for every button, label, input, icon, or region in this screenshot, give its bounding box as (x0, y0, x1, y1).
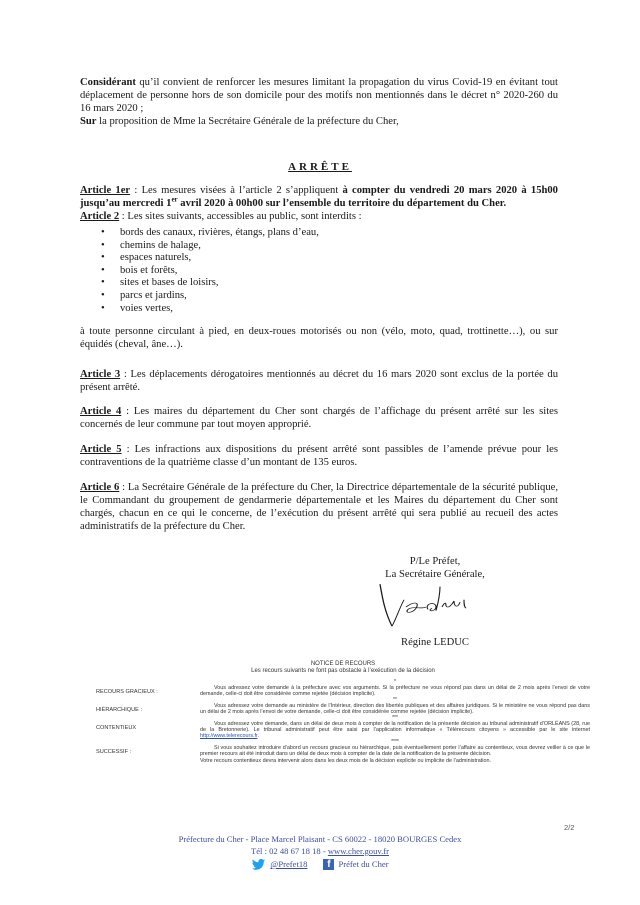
twitter-link[interactable]: @Prefet18 (270, 859, 308, 869)
site-text: bords des canaux, rivières, étangs, plans d’eau, (120, 227, 319, 238)
article-6 (80, 481, 558, 533)
signatory-name: Régine LEDUC (401, 637, 469, 648)
notice-section (96, 661, 590, 764)
article-3-label: Article 3 (80, 369, 121, 380)
footer-phone: Tél : 02 48 67 18 18 - (250, 846, 328, 856)
notice-subtitle: Les recours suivants ne font pas obstacle à l’exécution de la décision (251, 668, 435, 674)
article-4-label: Article 4 (80, 406, 122, 417)
considerant-paragraph (80, 76, 558, 128)
article-2-label: Article 2 (80, 211, 120, 222)
successif-text (200, 745, 590, 764)
signature-block (340, 555, 530, 581)
telerecours-link[interactable]: http://www.telerecours.fr (200, 733, 258, 740)
handwritten-signature (370, 583, 480, 631)
hierarchique-label: HIÉRARCHIQUE : (96, 706, 142, 713)
sur-text: la proposition de Mme la Secrétaire Générale de la préfecture du Cher, (96, 116, 399, 127)
recours-gracieux-label: RECOURS GRACIEUX : (96, 689, 158, 695)
article-3 (80, 368, 558, 394)
contentieux-label: CONTENTIEUX (96, 724, 137, 731)
article-1-sup: er (171, 195, 178, 204)
notice-text: . (257, 733, 260, 740)
footer-address: Préfecture du Cher - Place Marcel Plaisant - CS 60022 - 18020 BOURGES Cedex (178, 834, 462, 844)
hierarchique-text (200, 703, 590, 716)
list-item (80, 290, 319, 303)
prohibited-sites-list (80, 227, 319, 315)
recours-gracieux-text (200, 685, 590, 698)
article-1-dates-end: avril 2020 à 00h00 sur l’ensemble du territoire du département du Cher. (177, 198, 507, 209)
bullet-icon: • (101, 277, 105, 289)
facebook-link[interactable]: Préfet du Cher (338, 859, 389, 869)
article-2-tail: à toute personne circulant à pied, en deux-roues motorisés ou non (vélo, moto, quad, trottinette…), ou sur équidés (cheval, âne…). (80, 326, 558, 350)
sur-lead: Sur (80, 116, 97, 127)
list-item (80, 303, 319, 316)
list-item (80, 277, 319, 290)
bullet-icon: • (101, 227, 105, 238)
notice-text: Vous adressez votre demande au ministère de l’Intérieur, direction des libertés publiques et des affaires juridiques. Si le ministère ne vous répond pas dans un délai de 2 mois après l’envoi de votre demande, celle-ci doit être considérée comme rejetée (décision implicite). (200, 702, 590, 716)
site-text: parcs et jardins, (120, 289, 187, 301)
bullet-icon: • (101, 239, 105, 251)
article-1 (80, 184, 558, 210)
separator: **** (391, 738, 399, 745)
notice-text: Si vous souhaitez introduire d’abord un recours gracieux ou hiérarchique, puis éventuellement porter l’affaire au contentieux, vous devrez veiller à ce que le premier recours ait été introduit dans un délai de deux mois à compter de la date de la notification de la présente décision. (200, 744, 590, 758)
bullet-icon: • (101, 302, 105, 314)
facebook-icon: f (323, 859, 334, 870)
website-link[interactable]: www.cher.gouv.fr (327, 846, 390, 856)
site-text: chemins de halage, (120, 239, 201, 251)
article-2 (80, 210, 558, 223)
notice-row-successif (96, 745, 590, 764)
document-title: ARRÊTE (288, 161, 352, 173)
signature-line-1: P/Le Préfet, (409, 556, 461, 567)
article-6-text: : La Secrétaire Générale de la préfecture du Cher, la Directrice départementale de la sécurité publique, le Commandant du groupement de gendarmerie départementale et les Maires du département du Cher sont chargés, chacun en ce qui le concerne, de l’exécution du présent arrêté qui sera publié au recueil des actes administratifs de la préfecture du Cher. (80, 482, 558, 532)
article-1-text: : Les mesures visées à l’article 2 s’appliquent (130, 185, 343, 196)
notice-text: Votre recours contentieux devra intervenir alors dans les deux mois de la décision explicite ou implicite de l’administration. (200, 757, 491, 764)
considerant-lead: Considérant (80, 77, 136, 88)
notice-title: NOTICE DE RECOURS (310, 661, 376, 667)
notice-text: Vous adressez votre demande, dans un délai de deux mois à compter de la notification de la présente décision au tribunal administratif d’ORLÉANS (28, rue de la Bretonnerie). Le tribunal administratif peut être saisi par l’application informatique « Télérecours citoyens » accessible par le site internet (200, 720, 590, 734)
footer-social (0, 859, 640, 873)
bullet-icon: • (101, 264, 105, 276)
article-2-text: : Les sites suivants, accessibles au public, sont interdits : (119, 211, 362, 222)
twitter-icon (251, 859, 266, 870)
article-5 (80, 443, 558, 469)
article-6-label: Article 6 (80, 482, 120, 493)
article-5-label: Article 5 (80, 444, 122, 455)
article-3-text: : Les déplacements dérogatoires mentionnés au décret du 16 mars 2020 sont exclus de la portée du présent arrêté. (80, 369, 558, 393)
signature-line-2: La Secrétaire Générale, (385, 569, 485, 580)
successif-label: SUCCESSIF : (96, 748, 132, 755)
contentieux-text (200, 721, 590, 740)
notice-row-contentieux (96, 721, 590, 740)
page-number: 2/2 (564, 823, 575, 832)
notice-row-hierarchique (96, 703, 590, 716)
article-5-text: : Les infractions aux dispositions du présent arrêté sont passibles de l’amende prévue pour les contraventions de la quatrième classe d’un montant de 135 euros. (80, 444, 558, 468)
article-4-text: : Les maires du département du Cher sont chargés de l’affichage du présent arrêté sur les sites concernés de leur commune par tout moyen approprié. (80, 406, 558, 430)
site-text: espaces naturels, (120, 252, 192, 264)
list-item (80, 227, 319, 240)
notice-text: Vous adressez votre demande à la préfecture avec vos arguments. Si la préfecture ne vous répond pas dans un délai de 2 mois après l’envoi de votre demande, celle-ci doit être considérée comme rejetée (décision implicite). (200, 685, 590, 698)
separator: ** (393, 696, 397, 703)
notice-row-gracieux (96, 685, 590, 698)
article-1-label: Article 1er (80, 185, 131, 196)
considerant-text: qu’il convient de renforcer les mesures limitant la propagation du virus Covid-19 en évitant tout déplacement de personne hors de son domicile pour des motifs non mentionnés dans le décret n° 2020-260 du 16 mars 2020 ; (80, 77, 558, 114)
article-4 (80, 405, 558, 431)
footer-contact (0, 846, 640, 857)
list-item (80, 265, 319, 278)
bullet-icon: • (101, 289, 105, 301)
site-text: bois et forêts, (120, 264, 178, 276)
separator: * (394, 679, 396, 685)
article-1-dates-start: à compter du vendredi 20 mars 2020 à 15h00 jusqu’au mercredi 1 (80, 185, 558, 209)
separator: *** (392, 714, 398, 721)
site-text: sites et bases de loisirs, (120, 277, 219, 289)
list-item (80, 240, 319, 253)
site-text: voies vertes, (120, 302, 173, 314)
bullet-icon: • (101, 252, 105, 264)
list-item (80, 252, 319, 265)
